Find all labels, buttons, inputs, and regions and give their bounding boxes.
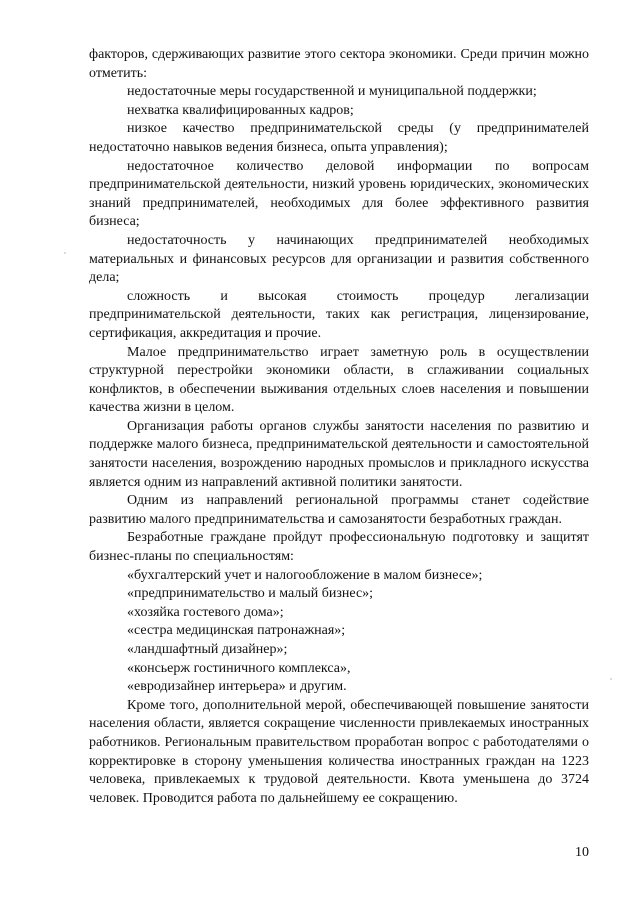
reason-item: недостаточное количество деловой информации по вопросам предпринимательской деятельности, низкий уровень юридических, экономических знаний предпринимателей, необходимых для более эффективного развития бизнеса; — [89, 158, 589, 230]
paragraph-regional-program: Одним из направлений региональной программы станет содействие развитию малого предпринимательства и самозанятости безработных граждан. — [89, 493, 589, 527]
paragraph-foreign-workers: Кроме того, дополнительной мерой, обеспечивающей повышение занятости населения области, является сокращение численности привлекаемых иностранных работников. Региональным правительством проработан вопрос с работодателями о корректировке в сторону уменьшения количества иностранных граждан на 1223 человека, привлекаемых к трудовой деятельности. Квота уменьшена до 3724 человек. Проводится работа по дальнейшему ее сокращению. — [89, 697, 589, 806]
page-number: 10 — [575, 845, 589, 860]
specialty-item: «ландшафтный дизайнер»; — [127, 642, 288, 657]
specialty-item: «консьерж гостиничного комплекса», — [127, 660, 351, 676]
reason-item: недостаточные меры государственной и муниципальной поддержки; — [127, 84, 537, 100]
reasons-list — [89, 83, 589, 343]
specialty-item: «предпринимательство и малый бизнес»; — [127, 586, 374, 602]
specialty-item: «хозяйка гостевого дома»; — [127, 604, 284, 620]
scan-speck — [64, 252, 66, 254]
paragraph-employment-service: Организация работы органов службы занятости населения по развитию и поддержке малого бизнеса, предпринимательской деятельности и самостоятельной занятости населения, возрождению народных промыслов и прикладного искусства является одним из направлений активной политики занятости. — [89, 418, 589, 490]
reason-item: низкое качество предпринимательской среды (у предпринимателей недостаточно навыков ведения бизнеса, опыта управления); — [89, 121, 589, 155]
specialties-list — [89, 567, 589, 697]
intro-paragraph: факторов, сдерживающих развитие этого сектора экономики. Среди причин можно отметить: — [89, 47, 589, 81]
specialty-item: «сестра медицинская патронажная»; — [127, 623, 346, 639]
reason-item: сложность и высокая стоимость процедур легализации предпринимательской деятельности, таких как регистрация, лицензирование, сертификация, аккредитация и прочие. — [89, 288, 589, 341]
reason-item: недостаточность у начинающих предпринимателей необходимых материальных и финансовых ресурсов для организации и развития собственного дела; — [89, 232, 589, 286]
paragraph-training: Безработные граждане пройдут профессиональную подготовку и защитят бизнес-планы по специальностям: — [89, 530, 589, 565]
specialty-item: «евродизайнер интерьера» и другим. — [127, 679, 347, 695]
scan-speck — [610, 678, 612, 680]
specialty-item: «бухгалтерский учет и налогообложение в малом бизнесе»; — [127, 567, 483, 583]
paragraph-small-business-role: Малое предпринимательство играет заметную роль в осуществлении структурной перестройки экономики области, в сглаживании социальных конфликтов, в обеспечении выживания отдельных слоев населения и повышении качества жизни в целом. — [89, 344, 589, 416]
reason-item: нехватка квалифицированных кадров; — [127, 102, 354, 118]
document-page — [89, 46, 589, 808]
